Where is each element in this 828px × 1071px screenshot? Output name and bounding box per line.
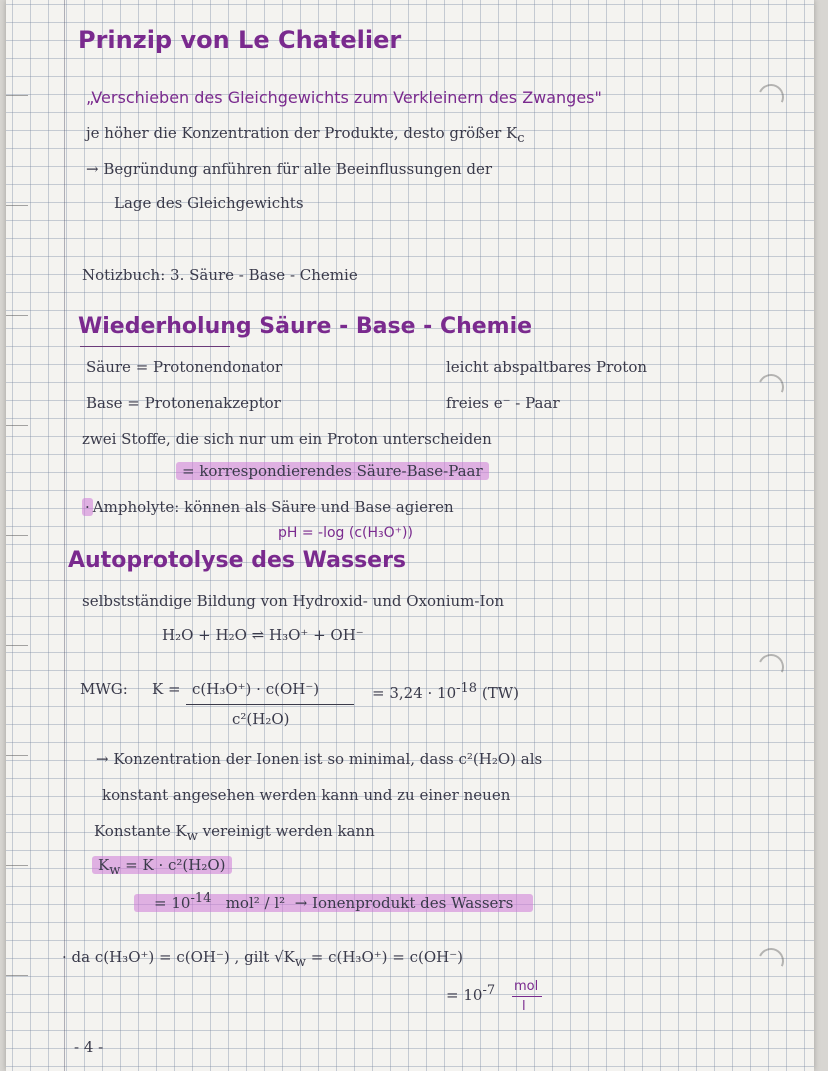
ph-formula: pH = -log (c(H₃O⁺)) xyxy=(278,525,413,541)
pair-description: zwei Stoffe, die sich nur um ein Proton unterscheiden xyxy=(82,430,492,448)
margin-tick xyxy=(6,205,28,206)
notebook-page xyxy=(6,0,814,1071)
kw-equation: $K_w = K \cdot c^2(H_2O)$ xyxy=(92,858,232,877)
kw-value-row: = $10^{-14}$ mol² / l² → Ionenprodukt des Wassers xyxy=(134,892,533,911)
unit-fraction-line xyxy=(512,996,542,997)
mwg-numerator: c(H₃O⁺) · c(OH⁻) xyxy=(192,680,320,698)
punch-hole-mark xyxy=(754,650,787,683)
base-definition: Base = Protonenakzeptor xyxy=(86,394,281,412)
notebook-reference: Notizbuch: 3. Säure - Base - Chemie xyxy=(82,266,358,284)
fraction-line xyxy=(186,704,354,705)
punch-hole-mark xyxy=(754,370,787,403)
punch-hole-mark xyxy=(754,944,787,977)
heading-repetition: Wiederholung Säure - Base - Chemie xyxy=(78,314,533,339)
arrow-justification: → Begründung anführen für alle Beeinflussungen der xyxy=(86,160,493,178)
ampholyte-line: · Ampholyte: können als Säure und Base agieren xyxy=(82,500,454,515)
margin-tick xyxy=(6,425,28,426)
since-equation: · da c(H₃O⁺) = c(OH⁻) , gilt $√K_w = c(H_3O^+) = c(OH^-)$ xyxy=(62,948,464,970)
since-unit-denominator: l xyxy=(522,999,526,1014)
since-unit-numerator: mol xyxy=(514,979,539,994)
base-note: freies e⁻ - Paar xyxy=(446,394,560,412)
mwg-label: MWG: xyxy=(80,680,128,698)
punch-hole-mark xyxy=(754,80,787,113)
page-number: - 4 - xyxy=(74,1038,104,1056)
self-formation: selbstständige Bildung von Hydroxid- und Oxonium-Ion xyxy=(82,592,505,610)
heading-autoprotolysis: Autoprotolyse des Wassers xyxy=(68,548,407,573)
mwg-value: = $3,24 \cdot 10^{-18}$ (TW) xyxy=(372,681,519,702)
margin-tick xyxy=(6,645,28,646)
pair-result: = korrespondierendes Säure-Base-Paar xyxy=(176,464,489,479)
arrow-justification-cont: Lage des Gleichgewichts xyxy=(114,194,304,212)
mwg-k: K = xyxy=(152,680,181,698)
margin-tick xyxy=(6,975,28,976)
acid-note: leicht abspaltbares Proton xyxy=(446,358,648,376)
mwg-denominator: c²(H₂O) xyxy=(232,710,290,728)
concentration-line-3: Konstante $K_w$ vereinigt werden kann xyxy=(94,822,375,844)
concentration-line-1: → Konzentration der Ionen ist so minimal, dass c²(H₂O) als xyxy=(96,750,543,768)
concentration-line-2: konstant angesehen werden kann und zu einer neuen xyxy=(102,786,511,804)
acid-definition: Säure = Protonendonator xyxy=(86,358,283,376)
quote-line: „Verschieben des Gleichgewichts zum Verkleinern des Zwanges" xyxy=(86,88,602,107)
heading-underline xyxy=(80,346,230,347)
margin-tick xyxy=(6,865,28,866)
margin-line xyxy=(64,0,65,1071)
margin-tick xyxy=(6,755,28,756)
since-value: = $10^{-7}$ xyxy=(446,983,496,1004)
bullet-concentration: je höher die Konzentration der Produkte, desto größer $K_c$ xyxy=(86,124,525,146)
autoprotolysis-reaction: H₂O + H₂O ⇌ H₃O⁺ + OH⁻ xyxy=(162,626,364,644)
margin-tick xyxy=(6,315,28,316)
heading-le-chatelier: Prinzip von Le Chatelier xyxy=(78,26,402,54)
margin-tick xyxy=(6,95,28,96)
margin-tick xyxy=(6,535,28,536)
